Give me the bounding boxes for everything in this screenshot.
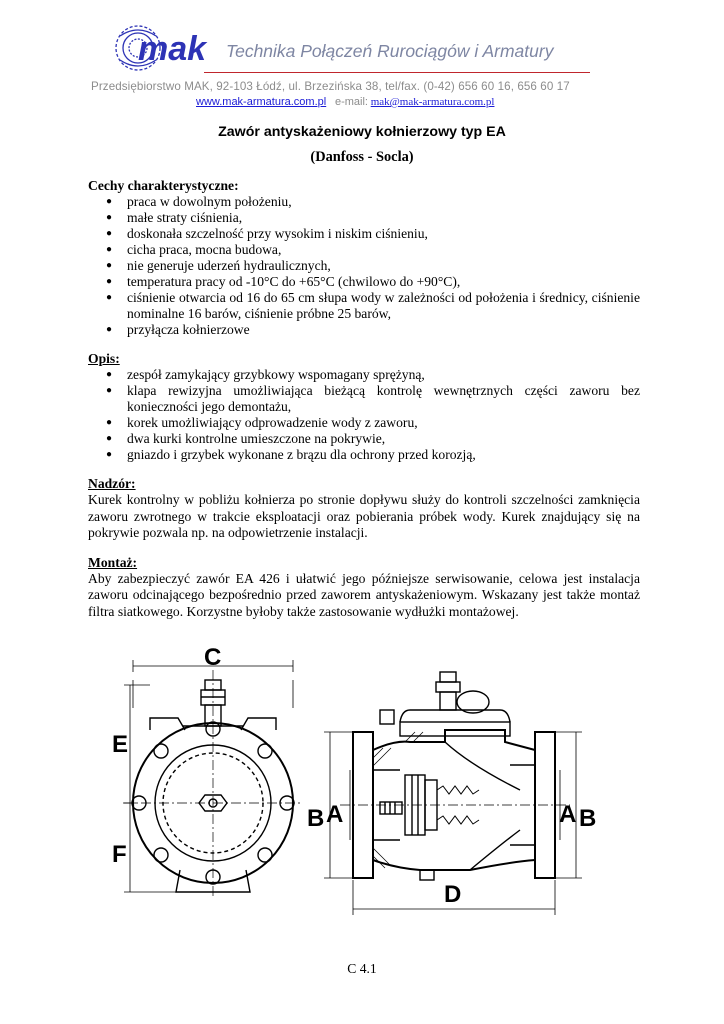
email-label: e-mail: xyxy=(334,96,368,108)
features-list xyxy=(88,194,640,338)
feature-item: ● przyłącza kołnierzowe xyxy=(88,322,640,338)
feature-item: ● doskonała szczelność przy wysokim i niskim ciśnieniu, xyxy=(88,226,640,242)
supervision-text: Kurek kontrolny w pobliżu kołnierza po stronie dopływu służy do kontroli szczelności zamknięcia zaworu zwrotnego w trakcie eksploatacji oraz pobierania próbek wody. Kurek znajdujący się na pokrywie pozwala np. na odpowietrzenie instalacji. xyxy=(88,492,640,541)
description-item: ● zespół zamykający grzybkowy wspomagany sprężyną, xyxy=(88,367,640,383)
description-list xyxy=(88,367,640,463)
email-link[interactable]: mak@mak-armatura.com.pl xyxy=(370,96,495,108)
feature-item: ● małe straty ciśnienia, xyxy=(88,210,640,226)
description-heading: Opis: xyxy=(88,351,120,366)
header-divider xyxy=(204,72,590,73)
description-item: ● korek umożliwiający odprowadzenie wody z zaworu, xyxy=(88,415,640,431)
feature-item: ● temperatura pracy od -10°C do +65°C (chwilowo do +90°C), xyxy=(88,274,640,290)
dimension-label-d: D xyxy=(444,881,462,908)
section-view xyxy=(324,672,582,915)
description-item: ● dwa kurki kontrolne umieszczone na pokrywie, xyxy=(88,431,640,447)
feature-item: ● cicha praca, mocna budowa, xyxy=(88,242,640,258)
document-body xyxy=(88,178,640,621)
dimension-label-b-right: B xyxy=(579,805,597,832)
dimension-label-c: C xyxy=(204,644,222,671)
supervision-heading: Nadzór: xyxy=(88,476,136,491)
dimension-label-e: E xyxy=(112,731,129,758)
logo-wordmark: mak xyxy=(138,30,207,68)
feature-item: ● praca w dowolnym położeniu, xyxy=(88,194,640,210)
installation-heading: Montaż: xyxy=(88,554,138,570)
feature-item: ● ciśnienie otwarcia od 16 do 65 cm słupa wody w zależności od położenia i średnicy, ciśnienie nominalne 16 barów, ciśnienie próbne 25 barów, xyxy=(88,290,640,322)
feature-item: ● nie generuje uderzeń hydraulicznych, xyxy=(88,258,640,274)
company-title: Technika Połączeń Rurociągów i Armatury xyxy=(226,41,554,61)
company-logo xyxy=(114,20,226,76)
document-title: Zawór antyskażeniowy kołnierzowy typ EA xyxy=(218,124,506,140)
dimension-label-b-left: B xyxy=(307,805,325,832)
installation-text: Aby zabezpieczyć zawór EA 426 i ułatwić jego późniejsze serwisowanie, celowa jest instalacja zaworu odcinającego bezpośrednio przed zaworem antyskażeniowym. Wskazany jest także montaż filtra siatkowego. Korzystne byłoby także zastosowanie wydłużki montażowej. xyxy=(88,570,640,619)
dimension-label-a-left: A xyxy=(326,801,344,828)
description-item: ● gniazdo i grzybek wykonane z brązu dla ochrony przed korozją, xyxy=(88,447,640,463)
contact-line xyxy=(196,96,494,108)
features-heading: Cechy charakterystyczne: xyxy=(88,178,239,193)
company-address: Przedsiębiorstwo MAK, 92-103 Łódź, ul. Brzezińska 38, tel/fax. (0-42) 656 60 16, 656 60 17 xyxy=(91,80,570,93)
dimension-label-f: F xyxy=(112,841,127,868)
front-view xyxy=(123,660,303,898)
dimension-label-a-right: A xyxy=(559,801,577,828)
valve-technical-drawing xyxy=(0,630,724,920)
page-number: C 4.1 xyxy=(347,961,377,976)
description-item: ● klapa rewizyjna umożliwiająca bieżącą kontrolę wewnętrznych części zaworu bez konieczności jego demontażu, xyxy=(88,383,640,415)
document-subtitle: (Danfoss - Socla) xyxy=(310,149,414,165)
website-link[interactable]: www.mak-armatura.com.pl xyxy=(196,96,327,108)
